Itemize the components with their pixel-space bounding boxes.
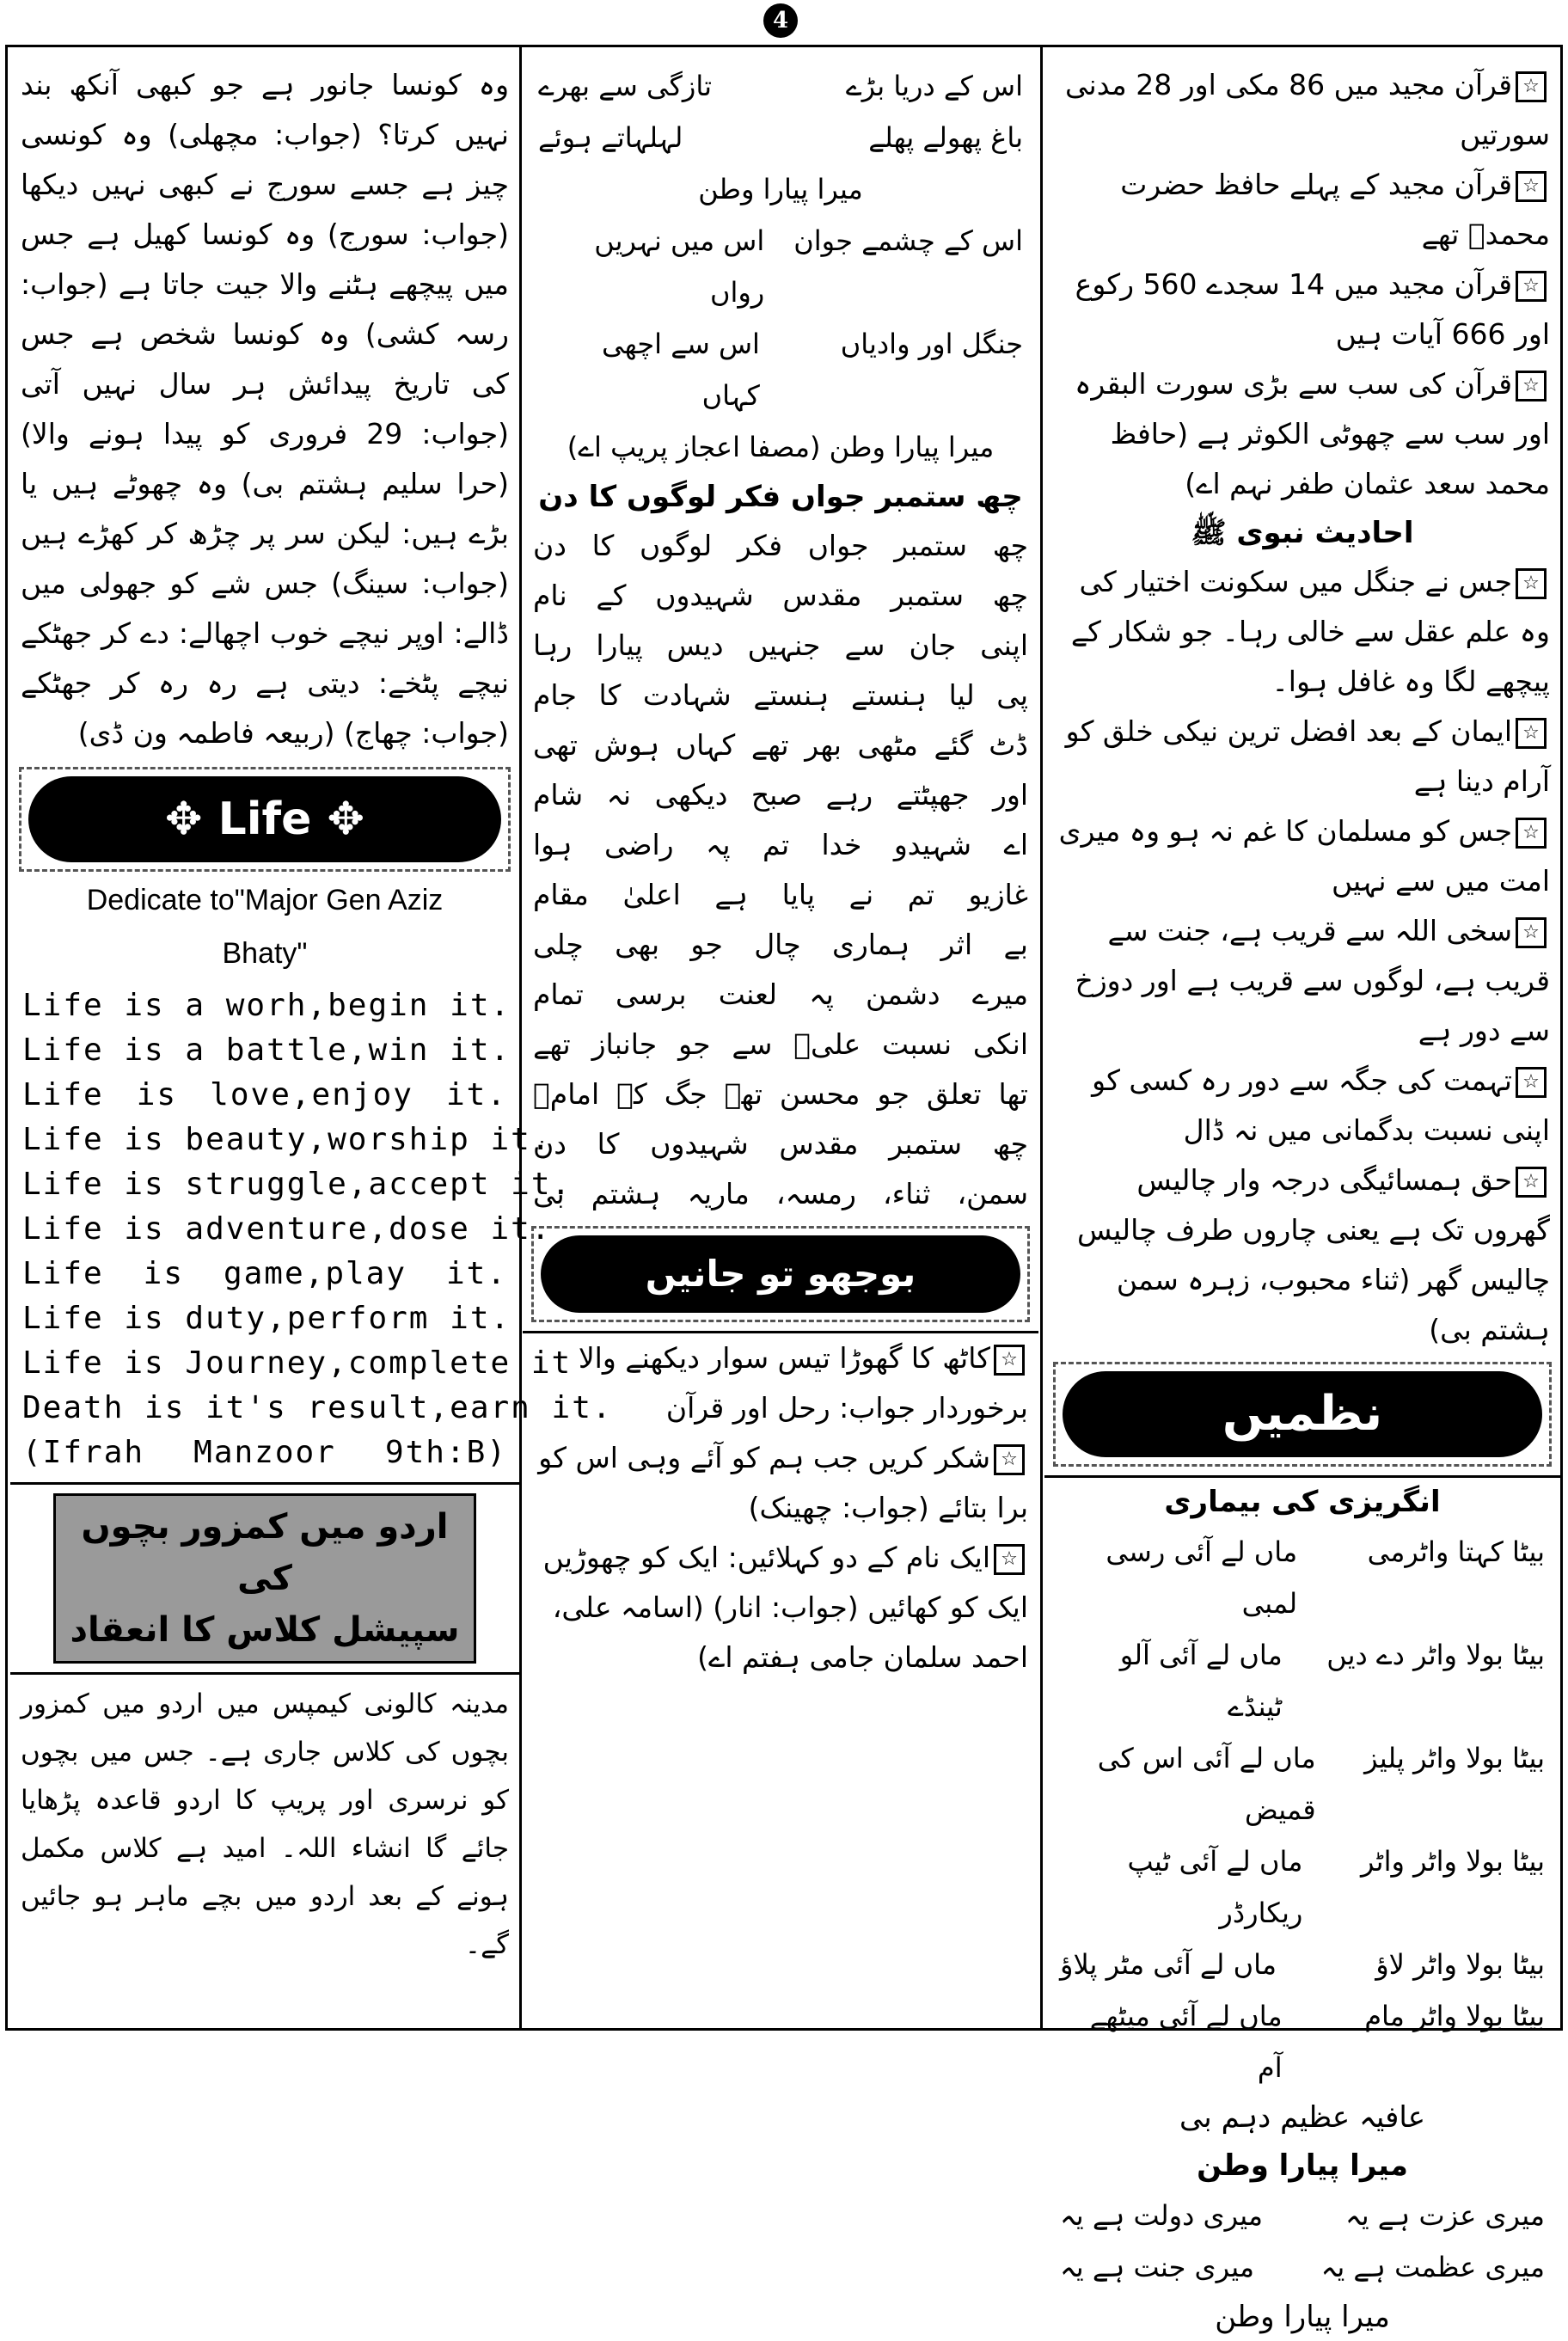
poem-line: بیٹا کہتا واٹرمی ماں لے آئی رسی لمبی (1106, 1535, 1545, 1620)
list-item: ☆ایمان کے بعد افضل ترین نیکی خلق کو آرام دینا ہے (1065, 714, 1550, 798)
poem-line: بیٹا بولا واٹر پلیز ماں لے آئی اس کی قمیض (1097, 1742, 1545, 1826)
star-icon: ☆ (1516, 171, 1547, 202)
poem-line: Life is adventure,dose it. (22, 1211, 552, 1247)
page-number: 4 (763, 3, 798, 38)
poem-line: غازیو تم نے پایا ہے اعلیٰ مقام (533, 878, 1028, 911)
poem-line: چھ ستمبر جواں فکر لوگوں کا دن (533, 529, 1028, 562)
quran-facts (1055, 60, 1550, 509)
life-banner-box (19, 767, 511, 872)
poem1-title: انگریزی کی بیماری (1164, 1485, 1441, 1519)
list-item: ☆سخی اللہ سے قریب ہے، جنت سے قریب ہے، لوگوں سے قریب ہے اور دوزخ سے دور ہے (1075, 914, 1550, 1047)
poem-line: بیٹا بولا واٹر لاؤ ماں لے آئی مٹر پلاؤ (1060, 1948, 1545, 1981)
dedication-line-1: Dedicate to"Major Gen Aziz (86, 884, 444, 916)
poem-line: ڈٹ گئے مٹھی بھر تھے کہاں ہوش تھی (533, 728, 1028, 762)
list-item: ☆شکر کریں جب ہم کو آئے وہی اس کو برا بتائے (جواب: چھینک) (538, 1441, 1028, 1524)
poem-line: باغ پھولے پھلے لہلہاتے ہوئے (538, 121, 1023, 154)
star-icon: ☆ (994, 1544, 1025, 1575)
poem-line: بے اثر ہماری چال جو بھی چلی (533, 928, 1028, 961)
poem2 (1044, 2190, 1560, 2293)
list-item: ☆قرآن مجید میں 86 مکی اور 28 مدنی سورتیں (1065, 68, 1550, 151)
poem-line: انکی نسبت علیؓ سے جو جانباز تھے (533, 1027, 1028, 1061)
star-icon: ☆ (1516, 271, 1547, 302)
poem2-title: میرا پیارا وطن (1197, 2148, 1408, 2183)
star-icon: ☆ (1516, 818, 1547, 849)
list-item: ☆جس کو مسلمان کا غم نہ ہو وہ میری امت میں سے نہیں (1058, 814, 1550, 898)
poem-line: بیٹا بولا واٹر دے دیں ماں لے آئی آلو ٹینڈے (1119, 1639, 1545, 1723)
poem-line: میری عظمت ہے یہ میری جنت ہے یہ (1060, 2251, 1545, 2283)
poem-line: میرا پیارا وطن (مصفا اعجاز پریپ اے) (567, 431, 995, 463)
riddle-banner-box (531, 1226, 1030, 1322)
poem2-refrain: میرا پیارا وطن (1215, 2300, 1390, 2334)
poem-line: بیٹا بولا واٹر مام ماں لے آئی میٹھے آم (1089, 2000, 1545, 2084)
life-banner: ✥ Life ✥ (28, 776, 501, 862)
poem-line: پی لیا ہنستے ہنستے شہادت کا جام (533, 678, 1028, 712)
ornament-icon: ✥ (164, 794, 218, 845)
poem-line: اور جھپٹتے رہے صبح دیکھی نہ شام (533, 778, 1028, 812)
poem-line: Life is love,enjoy it. (22, 1077, 507, 1112)
list-item: ☆جس نے جنگل میں سکونت اختیار کی وہ علم عقل سے خالی رہا۔ جو شکار کے پیچھے لگا وہ غافل ہوا۔ (1070, 565, 1550, 698)
nazmen-banner: نظمیں (1063, 1371, 1542, 1457)
poem-line: میرا پیارا وطن (698, 173, 863, 205)
list-item: ☆ایک نام کے دو کہلائیں: ایک کو چھوڑیں ایک کو کھائیں (جواب: انار) (اسامہ علی، احمد سلمان جامی ہفتم اے) (542, 1541, 1028, 1674)
life-poem (10, 984, 613, 1475)
poem-line: تھا تعلق جو محسن تھے جگ کے امامؑ (533, 1077, 1028, 1111)
poem-line: Death is it's result,earn it. (22, 1390, 613, 1425)
left-column (10, 48, 613, 2031)
star-icon: ☆ (994, 1345, 1025, 1376)
riddle-list (533, 1333, 1028, 1682)
column-divider (519, 45, 522, 2031)
poem-line: Life is Journey,complete it (22, 1345, 573, 1381)
poem1-author: عافیہ عظیم دہم بی (1179, 2100, 1426, 2135)
list-item: ☆قرآن مجید کے پہلے حافظ حضرت محمدؐ تھے (1120, 168, 1550, 251)
urdu-class-text: مدینہ کالونی کیمپس میں اردو میں کمزور بچوں کی کلاس جاری ہے۔ جس میں بچوں کو نرسری اور پریپ کا اردو قاعدہ پڑھایا جائے گا انشاء اللہ۔ امید ہے کلاس مکمل ہونے کے بعد اردو میں بچے ماہر ہو جائیں گے۔ (21, 1688, 509, 1960)
column-divider (1040, 45, 1043, 2031)
star-icon: ☆ (1516, 71, 1547, 102)
poem-line: Life is game,play it. (22, 1256, 507, 1291)
right-column (1044, 48, 1560, 2334)
list-item: ☆حق ہمسائیگی درجہ وار چالیس گھروں تک ہے یعنی چاروں طرف چالیس چالیس گھر (ثناء محبوب، زہرہ سمن ہشتم بی) (1077, 1163, 1550, 1346)
poem-line: میری عزت ہے یہ میری دولت ہے یہ (1060, 2199, 1545, 2232)
poem-line: Life is beauty,worship it. (22, 1122, 552, 1157)
star-icon: ☆ (1516, 718, 1547, 749)
poem-line: بیٹا بولا واٹر واٹر ماں لے آئی ٹیپ ریکارڈر (1127, 1845, 1545, 1929)
star-icon: ☆ (1516, 1067, 1547, 1098)
poem-line: Life is duty,perform it. (22, 1301, 511, 1336)
poem-line: سمن، ثناء، رمسہ، ماریہ ہشتم بی (533, 1177, 1028, 1210)
september-title: چھ ستمبر جواں فکر لوگوں کا دن (538, 480, 1023, 514)
dedication-line-2: Bhaty" (222, 937, 308, 970)
list-item: ☆تہمت کی جگہ سے دور رہ کسی کو اپنی نسبت بدگمانی میں نہ ڈال (1092, 1063, 1550, 1147)
list-item: ☆قرآن مجید میں 14 سجدے 560 رکوع اور 666 آیات ہیں (1075, 267, 1550, 351)
hadith-heading: احادیث نبوی ﷺ (1191, 516, 1414, 550)
poem-line: جنگل اور وادیاں اس سے اچھی کہاں (601, 328, 1023, 412)
divider (10, 1672, 519, 1675)
poem-line: Life is a worh,begin it. (22, 988, 511, 1023)
list-item: ☆قرآن کی سب سے بڑی سورت البقرہ اور سب سے چھوٹی الکوثر ہے (حافظ محمد سعد عثمان طفر نہم اے) (1075, 367, 1550, 500)
poem-line: میرے دشمن پہ لعنت برسی تمام (533, 977, 1028, 1011)
poem1 (1044, 1526, 1560, 2093)
ornament-icon: ✥ (311, 794, 365, 845)
star-icon: ☆ (1516, 917, 1547, 948)
star-icon: ☆ (1516, 568, 1547, 599)
star-icon: ☆ (1516, 371, 1547, 401)
poem-line: Life is struggle,accept it. (22, 1167, 573, 1202)
hadith-list (1055, 557, 1550, 1355)
riddles-text: وہ کونسا جانور ہے جو کبھی آنکھ بند نہیں کرتا؟ (جواب: مچھلی) وہ کونسی چیز ہے جسے سورج نے کبھی نہیں دیکھا (جواب: سورج) وہ کونسا کھیل ہے جس میں پیچھے ہٹنے والا جیت جاتا ہے (جواب: رسہ کشی) وہ کونسا شخص ہے جس کی تاریخ پیدائش ہر سال نہیں آتی (جواب: 29 فروری کو پیدا ہونے والا) (حرا سلیم ہشتم بی) وہ چھوٹے ہیں یا بڑے ہیں: لیکن سر پر چڑھ کر کھڑے ہیں (جواب: سینگ) جس شے کو جھولی میں ڈالے: اوپر نیچے خوب اچھالے: دے کر جھٹکے نیچے پٹخے: دیتی ہے رہ رہ کر جھٹکے (جواب: چھاج) (ربیعہ فاطمہ ون ڈی) (21, 68, 509, 750)
poem-line: اس کے چشمے جوان اس میں نہریں رواں (594, 224, 1023, 309)
divider (10, 1482, 519, 1485)
poem-line: چھ ستمبر مقدس شہیدوں کے نام (533, 579, 1028, 612)
poem-line: چھ ستمبر مقدس شہیدوں کا دن (533, 1127, 1028, 1161)
author-line: (Ifrah Manzoor 9th:B) (22, 1435, 507, 1470)
riddle-banner: بوجھو تو جانیں (541, 1235, 1020, 1313)
star-icon: ☆ (994, 1444, 1025, 1475)
star-icon: ☆ (1516, 1167, 1547, 1198)
nazmen-banner-box (1053, 1362, 1552, 1467)
middle-column (523, 48, 1038, 2031)
poem-line: Life is a battle,win it. (22, 1033, 511, 1068)
september-poem (533, 521, 1028, 1219)
watan-poem (523, 60, 1038, 473)
urdu-class-headline: اردو میں کمزور بچوں کی سپیشل کلاس کا انعقاد (53, 1493, 476, 1664)
list-item: ☆کاٹھ کا گھوڑا تیس سوار دیکھنے والا برخوردار جواب: رحل اور قرآن (578, 1341, 1028, 1425)
poem-line: اے شہیدو خدا تم پہ راضی ہوا (533, 828, 1028, 861)
poem-line: اپنی جان سے جنہیں دیس پیارا رہا (533, 628, 1028, 662)
poem-line: اس کے دریا بڑے تازگی سے بھرے (538, 70, 1023, 102)
